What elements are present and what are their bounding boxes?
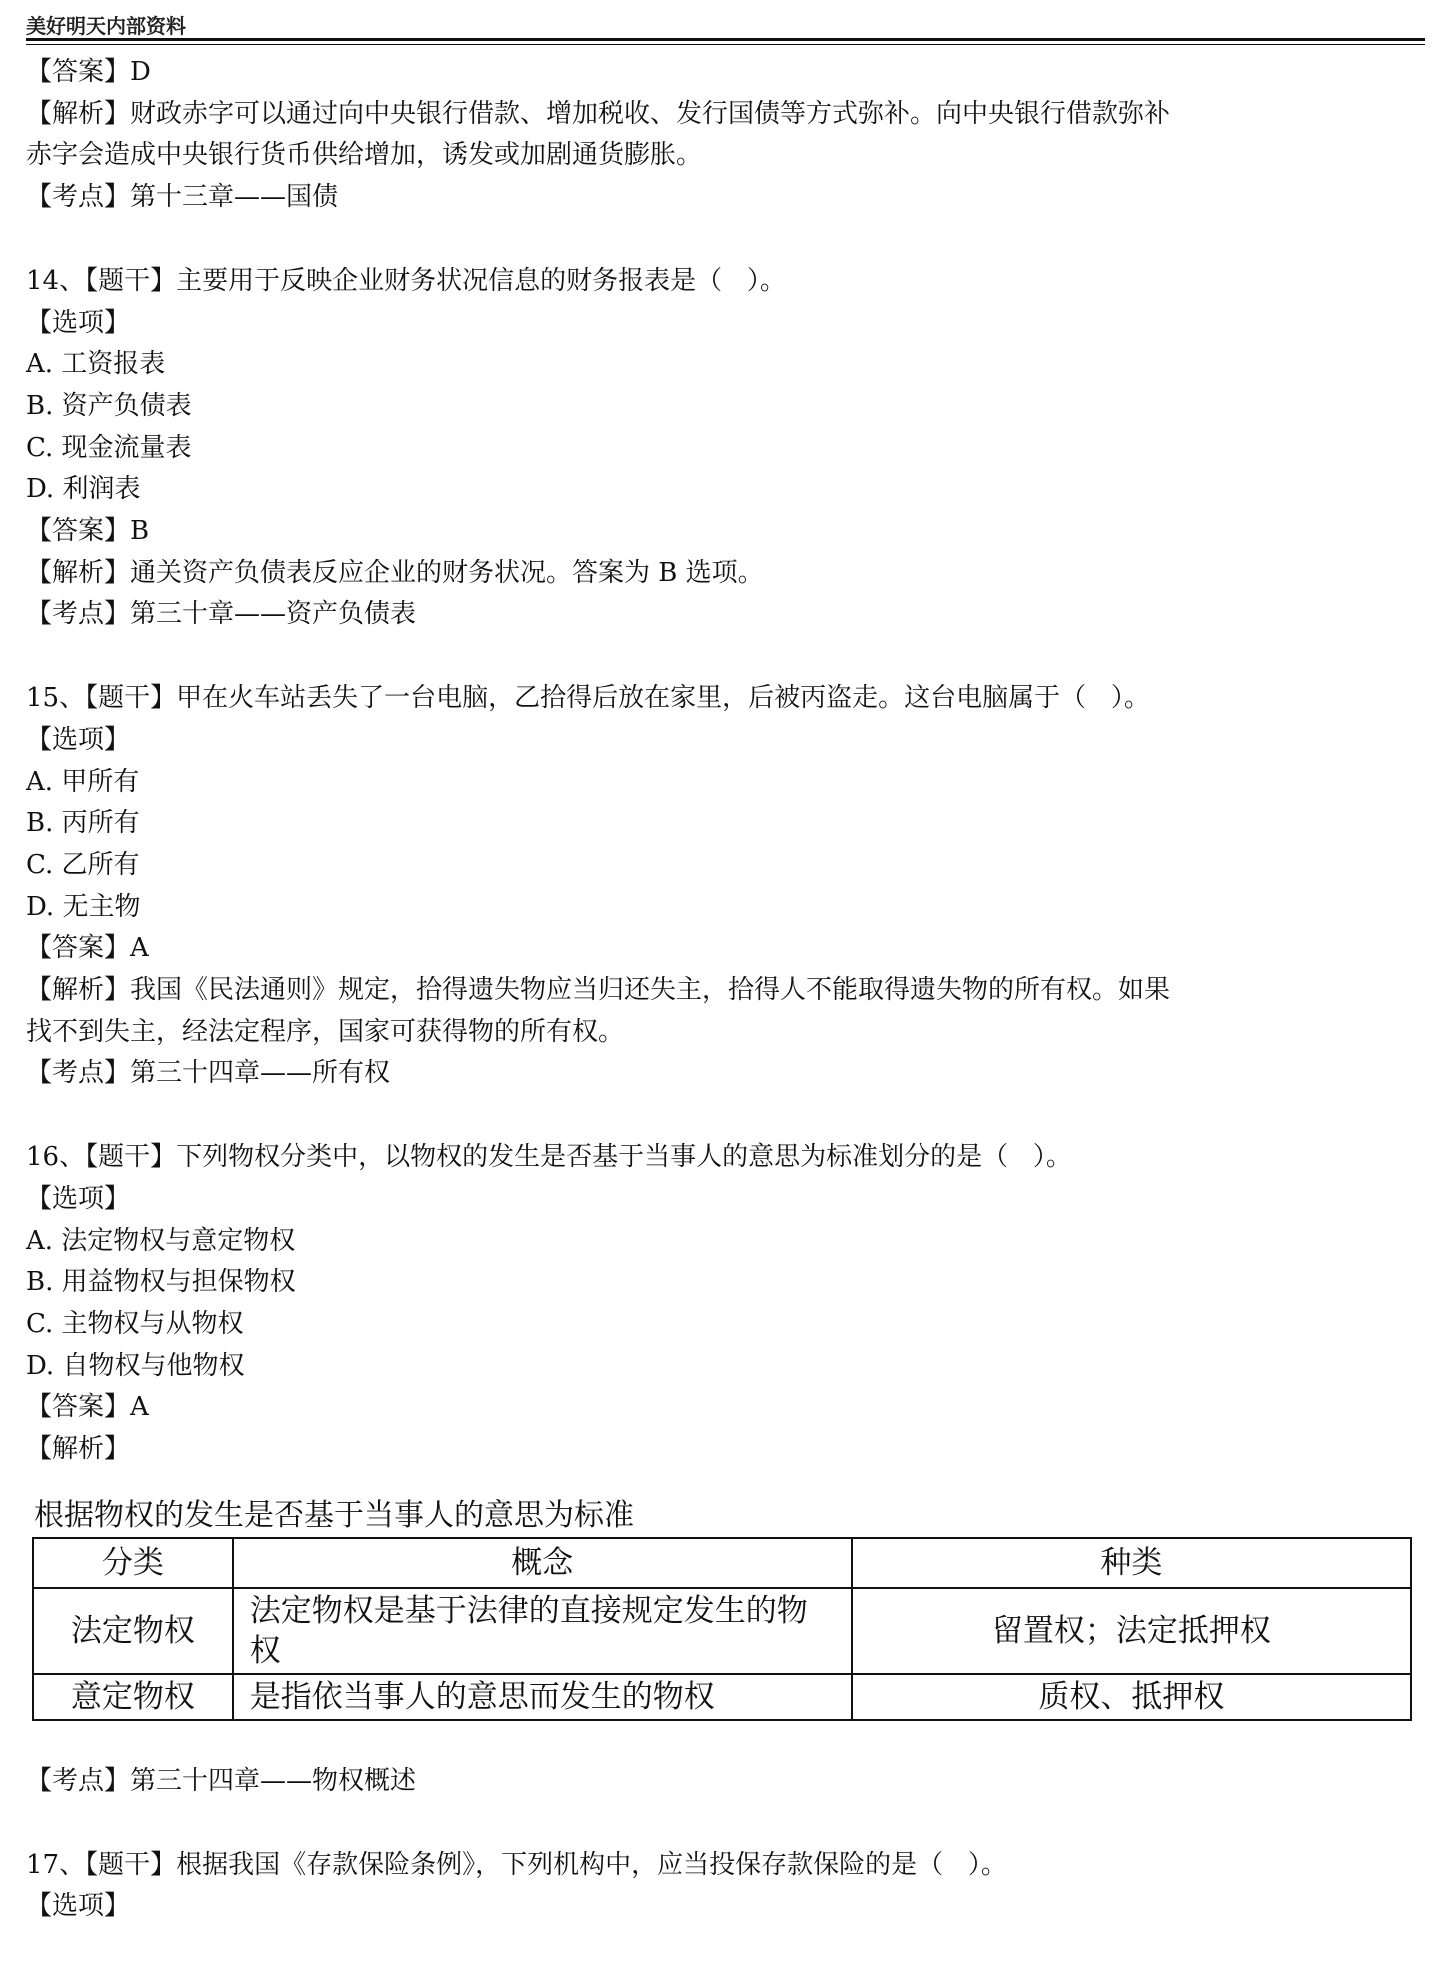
question-stem: 17、【题干】根据我国《存款保险条例》，下列机构中，应当投保存款保险的是（ ）。 [26, 1849, 1007, 1880]
analysis-line: 【解析】 [26, 1434, 131, 1465]
analysis-line: 赤字会造成中央银行货币供给增加，诱发或加剧通货膨胀。 [26, 140, 703, 171]
property-rights-table [32, 1537, 1412, 1721]
option-a: A. 工资报表 [26, 349, 166, 380]
point-line: 【考点】第三十章——资产负债表 [26, 599, 417, 630]
analysis-line: 【解析】我国《民法通则》规定，拾得遗失物应当归还失主，拾得人不能取得遗失物的所有权。如果 [26, 975, 1171, 1006]
point-line: 【考点】第三十四章——物权概述 [26, 1765, 417, 1796]
option-b: B. 资产负债表 [26, 390, 192, 421]
option-c: C. 现金流量表 [26, 432, 192, 463]
options-label: 【选项】 [26, 1183, 131, 1214]
document-body [26, 52, 1426, 1928]
option-b: B. 用益物权与担保物权 [26, 1267, 296, 1298]
answer-line: 【答案】D [26, 57, 151, 87]
table-cell: 是指依当事人的意思而发生的物权 [233, 1674, 852, 1720]
answer-line: 【答案】A [26, 1392, 149, 1423]
table-cell: 质权、抵押权 [852, 1674, 1411, 1720]
table-header-cell: 概念 [233, 1538, 852, 1588]
point-line: 【考点】第三十四章——所有权 [26, 1058, 391, 1089]
option-d: D. 利润表 [26, 474, 141, 505]
question-16 [26, 1137, 1426, 1802]
table-header-row [33, 1538, 1411, 1588]
option-a: A. 甲所有 [26, 766, 140, 797]
option-c: C. 乙所有 [26, 849, 140, 880]
question-stem: 15、【题干】甲在火车站丢失了一台电脑，乙拾得后放在家里，后被丙盗走。这台电脑属于（ ）。 [26, 683, 1150, 714]
option-b: B. 丙所有 [26, 808, 140, 839]
question-stem: 14、【题干】主要用于反映企业财务状况信息的财务报表是（ ）。 [26, 265, 786, 296]
table-cell: 法定物权 [33, 1588, 233, 1674]
question-17 [26, 1845, 1426, 1928]
table-cell: 意定物权 [33, 1674, 233, 1720]
question-stem: 16、【题干】下列物权分类中，以物权的发生是否基于当事人的意思为标准划分的是（ ）。 [26, 1142, 1072, 1173]
point-line: 【考点】第十三章——国债 [26, 182, 339, 213]
answer-block-q13 [26, 52, 1426, 219]
options-label: 【选项】 [26, 724, 131, 755]
table-cell: 留置权；法定抵押权 [852, 1588, 1411, 1674]
answer-line: 【答案】B [26, 516, 150, 547]
analysis-line: 【解析】财政赤字可以通过向中央银行借款、增加税收、发行国债等方式弥补。向中央银行借款弥补 [26, 98, 1171, 129]
table-row [33, 1674, 1411, 1720]
header-rule-thin [26, 44, 1425, 45]
table-title: 根据物权的发生是否基于当事人的意思为标准 [34, 1497, 634, 1533]
option-d: D. 无主物 [26, 891, 141, 922]
option-a: A. 法定物权与意定物权 [26, 1225, 296, 1256]
option-c: C. 主物权与从物权 [26, 1308, 244, 1339]
table-header-cell: 种类 [852, 1538, 1411, 1588]
answer-line: 【答案】A [26, 933, 149, 964]
table-cell: 法定物权是基于法律的直接规定发生的物权 [233, 1588, 852, 1674]
question-15 [26, 678, 1426, 1095]
option-d: D. 自物权与他物权 [26, 1350, 245, 1381]
header-rule-thick [26, 38, 1425, 41]
options-label: 【选项】 [26, 307, 131, 338]
options-label: 【选项】 [26, 1891, 131, 1922]
table-row [33, 1588, 1411, 1674]
document-header-title: 美好明天内部资料 [26, 14, 186, 38]
analysis-line: 【解析】通关资产负债表反应企业的财务状况。答案为 B 选项。 [26, 557, 764, 588]
table-header-cell: 分类 [33, 1538, 233, 1588]
analysis-line: 找不到失主，经法定程序，国家可获得物的所有权。 [26, 1016, 625, 1047]
question-14 [26, 261, 1426, 636]
